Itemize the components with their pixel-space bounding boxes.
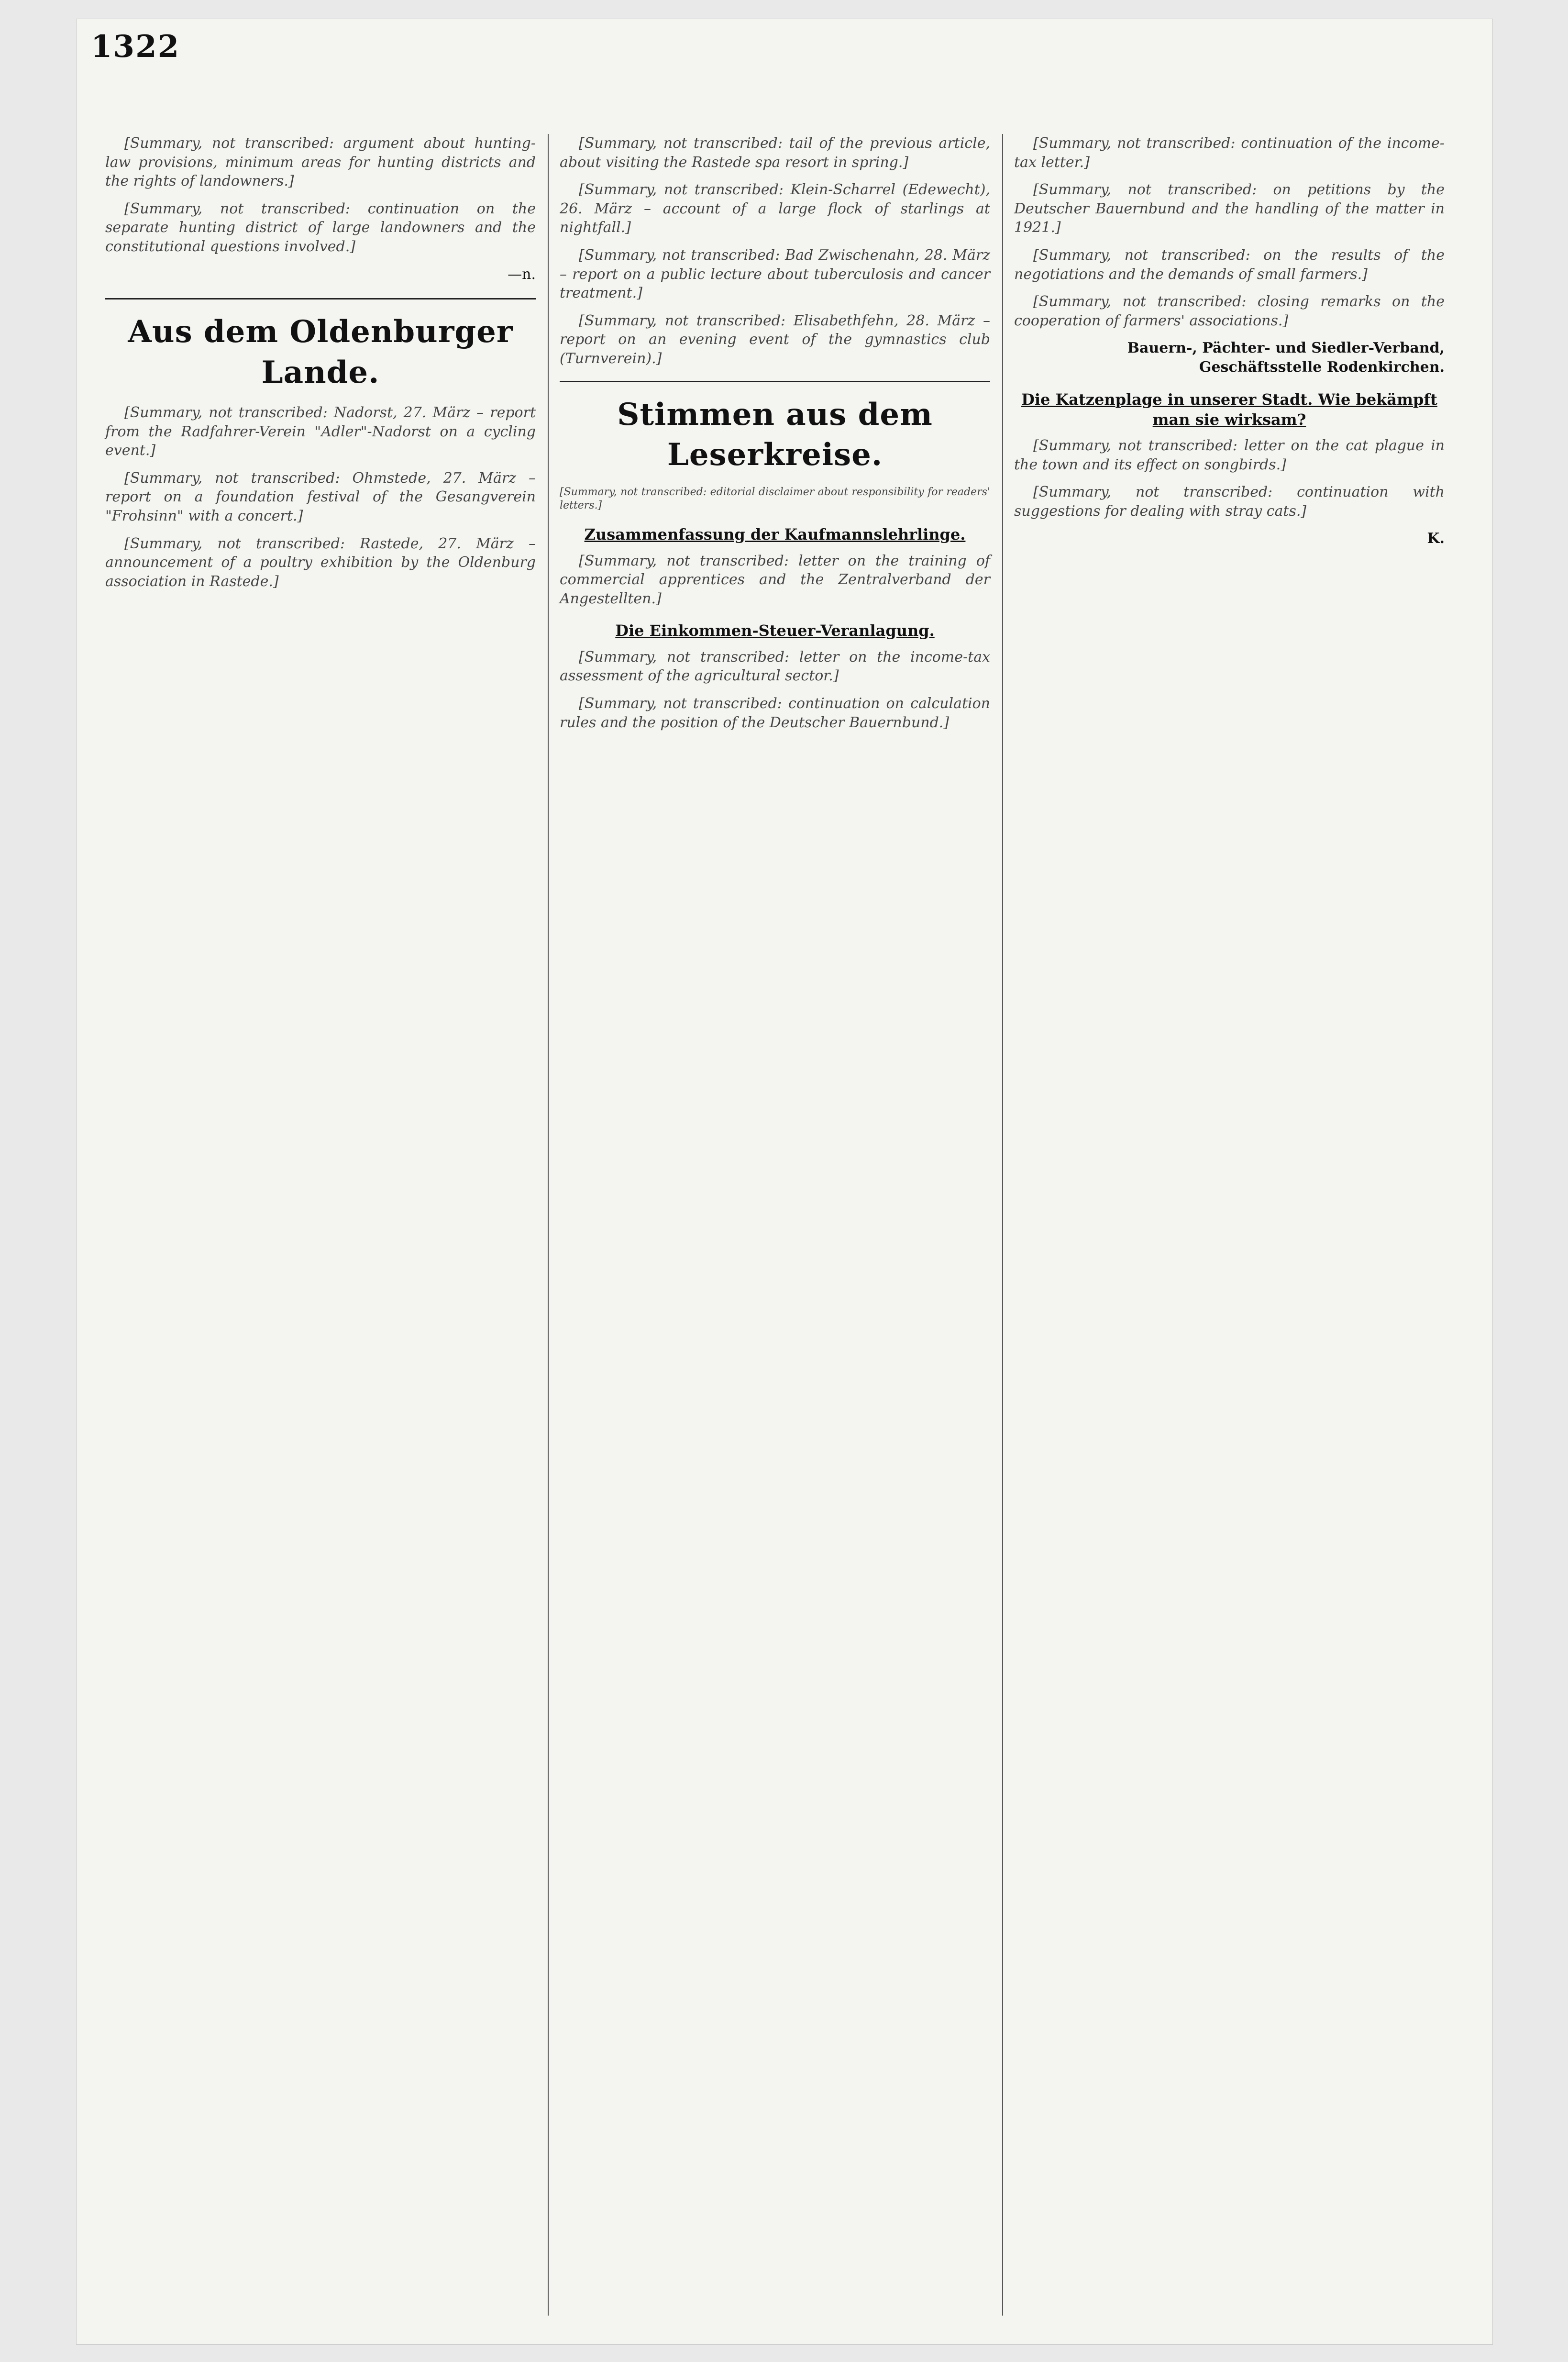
page-number: 1322 xyxy=(91,29,180,65)
letter-title: Zusammenfassung der Kaufmannslehrlinge. xyxy=(584,525,966,544)
letter-paragraph: [Summary, not transcribed: on the results of the negotiations and the demands of small farmers.] xyxy=(1014,246,1445,283)
letter-title: Die Katzenplage in unserer Stadt. Wie bekämpft man sie wirksam? xyxy=(1021,390,1437,429)
letter-paragraph: [Summary, not transcribed: continuation with suggestions for dealing with stray cats.] xyxy=(1014,484,1445,520)
letter-paragraph: [Summary, not transcribed: letter on the training of commercial apprentices and the Zentralverband der Angestellten.] xyxy=(560,552,990,607)
article-end-mark: —n. xyxy=(508,266,536,283)
news-item: [Summary, not transcribed: Elisabethfehn, 28. März – report on an evening event of the gymnastics club (Turnverein).] xyxy=(560,312,990,367)
letter-paragraph: [Summary, not transcribed: on petitions by the Deutscher Bauernbund and the handling of the matter in 1921.] xyxy=(1014,181,1445,236)
letter-paragraph: [Summary, not transcribed: continuation on calculation rules and the position of the Deutscher Bauernbund.] xyxy=(560,695,990,731)
editorial-disclaimer: [Summary, not transcribed: editorial disclaimer about responsibility for readers' letters.] xyxy=(560,486,990,511)
column-1 xyxy=(105,134,536,599)
news-item: [Summary, not transcribed: Ohmstede, 27. März – report on a foundation festival of the Gesangverein "Frohsinn" with a concert.] xyxy=(105,469,536,525)
article-paragraph: [Summary, not transcribed: continuation on the separate hunting district of large landowners and the constitutional questions involved.] xyxy=(105,200,536,255)
news-item: [Summary, not transcribed: Bad Zwischenahn, 28. März – report on a public lecture about tuberculosis and cancer treatment.] xyxy=(560,246,990,302)
letter-signature: Bauern-, Pächter- und Siedler-Verband, Geschäftsstelle Rodenkirchen. xyxy=(1127,340,1445,376)
section-divider xyxy=(560,381,990,382)
section-heading-oldenburg: Aus dem Oldenburger Lande. xyxy=(128,314,513,390)
section-divider xyxy=(105,298,536,299)
article-paragraph: [Summary, not transcribed: argument about hunting-law provisions, minimum areas for hunting districts and the rights of landowners.] xyxy=(105,135,536,190)
section-heading-leserkreise: Stimmen aus dem Leserkreise. xyxy=(617,396,933,473)
letter-paragraph: [Summary, not transcribed: closing remarks on the cooperation of farmers' associations.] xyxy=(1014,293,1445,329)
column-3 xyxy=(1014,134,1445,548)
column-2 xyxy=(560,134,990,741)
newspaper-page xyxy=(77,19,1492,2344)
letter-signature: K. xyxy=(1427,530,1445,547)
letter-paragraph: [Summary, not transcribed: letter on the income-tax assessment of the agricultural sector.] xyxy=(560,648,990,685)
news-item: [Summary, not transcribed: Rastede, 27. März – announcement of a poultry exhibition by the Oldenburg association in Rastede.] xyxy=(105,535,536,590)
letter-title: Die Einkommen-Steuer-Veranlagung. xyxy=(615,621,935,640)
news-item: [Summary, not transcribed: Nadorst, 27. März – report from the Radfahrer-Verein "Adler"-Nadorst on a cycling event.] xyxy=(105,404,536,459)
letter-paragraph: [Summary, not transcribed: letter on the cat plague in the town and its effect on songbirds.] xyxy=(1014,437,1445,473)
news-item: [Summary, not transcribed: Klein-Scharrel (Edewecht), 26. März – account of a large flock of starlings at nightfall.] xyxy=(560,181,990,236)
column-rule xyxy=(1002,134,1003,2316)
column-rule xyxy=(548,134,549,2316)
letter-paragraph: [Summary, not transcribed: continuation of the income-tax letter.] xyxy=(1014,135,1445,171)
news-item: [Summary, not transcribed: tail of the previous article, about visiting the Rastede spa resort in spring.] xyxy=(560,135,990,171)
